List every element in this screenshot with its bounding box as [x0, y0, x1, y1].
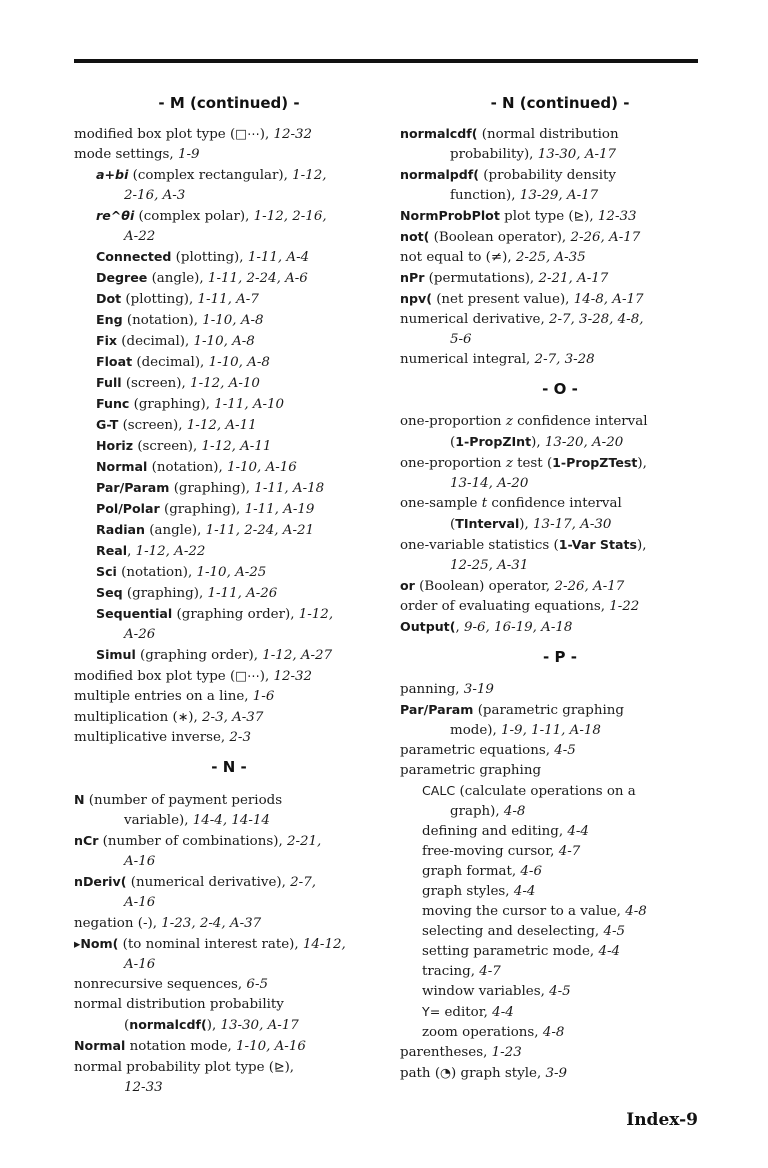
index-entry: nonrecursive sequences, 6-5 — [74, 977, 268, 992]
multiply-icon: ∗ — [177, 709, 189, 724]
index-entry: nCr (number of combinations), 2-21, — [74, 833, 322, 849]
index-subentry: Float (decimal), 1-10, A-8 — [96, 354, 270, 370]
index-subentry: Pol/Polar (graphing), 1-11, A-19 — [96, 501, 315, 517]
index-continuation: 12-25, A-31 — [450, 558, 529, 573]
index-subentry: G-T (screen), 1-12, A-11 — [96, 417, 257, 433]
index-subentry: a+bi (complex rectangular), 1-12, — [96, 167, 327, 183]
index-subentry: Simul (graphing order), 1-12, A-27 — [96, 647, 333, 663]
section-heading-n: - N - — [211, 758, 247, 776]
index-entry: one-sample t confidence interval — [400, 496, 622, 511]
index-continuation: graph), 4-8 — [450, 804, 526, 819]
index-entry: one-variable statistics (1-Var Stats), — [400, 537, 647, 553]
index-subentry: defining and editing, 4-4 — [422, 824, 589, 839]
index-subentry: Real, 1-12, A-22 — [96, 543, 206, 559]
index-entry: normalcdf( (normal distribution — [400, 126, 619, 142]
index-entry: mode settings, 1-9 — [74, 147, 200, 162]
index-entry: Par/Param (parametric graphing — [400, 702, 624, 718]
index-entry: not( (Boolean operator), 2-26, A-17 — [400, 229, 641, 245]
index-subentry: CALC (calculate operations on a — [422, 783, 636, 799]
index-continuation: 12-33 — [124, 1080, 163, 1095]
index-entry: multiplication (∗), 2-3, A-37 — [74, 709, 264, 725]
index-subentry: Dot (plotting), 1-11, A-7 — [96, 291, 259, 307]
index-entry: negation (‑), 1-23, 2-4, A-37 — [74, 915, 262, 931]
index-continuation: mode), 1-9, 1-11, A-18 — [450, 723, 601, 738]
index-entry: order of evaluating equations, 1-22 — [400, 599, 640, 614]
index-subentry: window variables, 4-5 — [422, 984, 571, 999]
section-heading-n-continued: - N (continued) - — [490, 94, 630, 112]
box-plot-icon: □⋯ — [235, 668, 260, 683]
index-entry: numerical integral, 2-7, 3-28 — [400, 352, 595, 367]
negation-icon: ‑ — [142, 915, 148, 930]
index-subentry: Sci (notation), 1-10, A-25 — [96, 564, 267, 580]
index-subentry: graph styles, 4-4 — [422, 884, 536, 899]
index-continuation: A-22 — [124, 229, 156, 244]
index-continuation: (TInterval), 13-17, A-30 — [450, 516, 612, 532]
index-entry: path (◔) graph style, 3-9 — [400, 1065, 568, 1081]
normal-prob-plot-icon: ⊵ — [274, 1059, 285, 1074]
index-subentry: Normal (notation), 1-10, A-16 — [96, 459, 297, 475]
index-entry: parametric graphing — [400, 763, 542, 778]
index-entry: nPr (permutations), 2-21, A-17 — [400, 270, 609, 286]
index-continuation: 13-14, A-20 — [450, 476, 529, 491]
index-continuation: 2-16, A-3 — [124, 188, 186, 203]
section-heading-m-continued: - M (continued) - — [158, 94, 300, 112]
index-continuation: (1-PropZInt), 13-20, A-20 — [450, 434, 624, 450]
index-subentry: Horiz (screen), 1-12, A-11 — [96, 438, 272, 454]
index-subentry: free-moving cursor, 4-7 — [422, 844, 581, 859]
index-subentry: Degree (angle), 1-11, 2-24, A-6 — [96, 270, 308, 286]
index-subentry: zoom operations, 4-8 — [422, 1025, 565, 1040]
index-entry: npv( (net present value), 14-8, A-17 — [400, 291, 644, 307]
index-continuation: A-16 — [124, 854, 156, 869]
index-entry: N (number of payment periods — [74, 792, 283, 808]
index-entry: modified box plot type (□⋯), 12-32 — [74, 668, 313, 684]
index-continuation: A-26 — [124, 627, 156, 642]
index-entry: one-proportion z confidence interval — [400, 414, 648, 429]
index-subentry: Y= editor, 4-4 — [422, 1004, 514, 1020]
index-subentry: Radian (angle), 1-11, 2-24, A-21 — [96, 522, 315, 538]
index-entry: or (Boolean) operator, 2-26, A-17 — [400, 578, 625, 594]
index-subentry: setting parametric mode, 4-4 — [422, 944, 621, 959]
box-plot-icon: □⋯ — [235, 126, 260, 141]
index-continuation: function), 13-29, A-17 — [450, 188, 599, 203]
right-column — [400, 92, 720, 1084]
index-entry: multiplicative inverse, 2-3 — [74, 730, 251, 745]
index-subentry: Full (screen), 1-12, A-10 — [96, 375, 260, 391]
index-subentry: Func (graphing), 1-11, A-10 — [96, 396, 285, 412]
index-continuation: probability), 13-30, A-17 — [450, 147, 617, 162]
index-entry: parametric equations, 4-5 — [400, 743, 576, 758]
index-entry: Output(, 9-6, 16-19, A-18 — [400, 619, 573, 635]
index-subentry: Eng (notation), 1-10, A-8 — [96, 312, 264, 328]
index-continuation: A-16 — [124, 895, 156, 910]
index-entry: parentheses, 1-23 — [400, 1045, 522, 1060]
index-subentry: graph format, 4-6 — [422, 864, 542, 879]
index-entry: panning, 3-19 — [400, 682, 494, 697]
index-subentry: re^θi (complex polar), 1-12, 2-16, — [96, 208, 327, 224]
index-entry: nDeriv( (numerical derivative), 2-7, — [74, 874, 316, 890]
page-number: Index-9 — [626, 1110, 698, 1130]
index-continuation: variable), 14-4, 14-14 — [124, 813, 270, 828]
index-entry: normal distribution probability — [74, 997, 284, 1012]
section-heading-o: - O - — [542, 380, 578, 398]
index-entry: one-proportion z test (1-PropZTest), — [400, 455, 647, 471]
index-entry: normalpdf( (probability density — [400, 167, 616, 183]
section-heading-p: - P - — [543, 648, 577, 666]
index-entry: ▸Nom( (to nominal interest rate), 14-12, — [74, 936, 346, 952]
left-column — [74, 92, 384, 1098]
index-subentry: Connected (plotting), 1-11, A-4 — [96, 249, 310, 265]
index-subentry: Fix (decimal), 1-10, A-8 — [96, 333, 255, 349]
index-entry: NormProbPlot plot type (⊵), 12-33 — [400, 208, 637, 224]
index-continuation: (normalcdf(), 13-30, A-17 — [124, 1017, 299, 1033]
index-entry: Normal notation mode, 1-10, A-16 — [74, 1038, 306, 1054]
index-subentry: Sequential (graphing order), 1-12, — [96, 606, 334, 622]
index-entry: numerical derivative, 2-7, 3-28, 4-8, — [400, 312, 644, 327]
path-style-icon: ◔ — [440, 1065, 452, 1080]
top-rule — [74, 59, 698, 63]
index-continuation: 5-6 — [450, 332, 472, 347]
index-subentry: tracing, 4-7 — [422, 964, 501, 979]
index-subentry: Par/Param (graphing), 1-11, A-18 — [96, 480, 325, 496]
index-subentry: selecting and deselecting, 4-5 — [422, 924, 626, 939]
index-subentry: Seq (graphing), 1-11, A-26 — [96, 585, 278, 601]
index-entry: normal probability plot type (⊵), — [74, 1059, 295, 1075]
index-continuation: A-16 — [124, 957, 156, 972]
index-entry: not equal to (≠), 2-25, A-35 — [400, 250, 586, 265]
index-entry: multiple entries on a line, 1-6 — [74, 689, 275, 704]
normal-prob-plot-icon: ⊵ — [573, 208, 585, 223]
index-entry: modified box plot type (□⋯), 12-32 — [74, 126, 313, 142]
index-subentry: moving the cursor to a value, 4-8 — [422, 904, 647, 919]
